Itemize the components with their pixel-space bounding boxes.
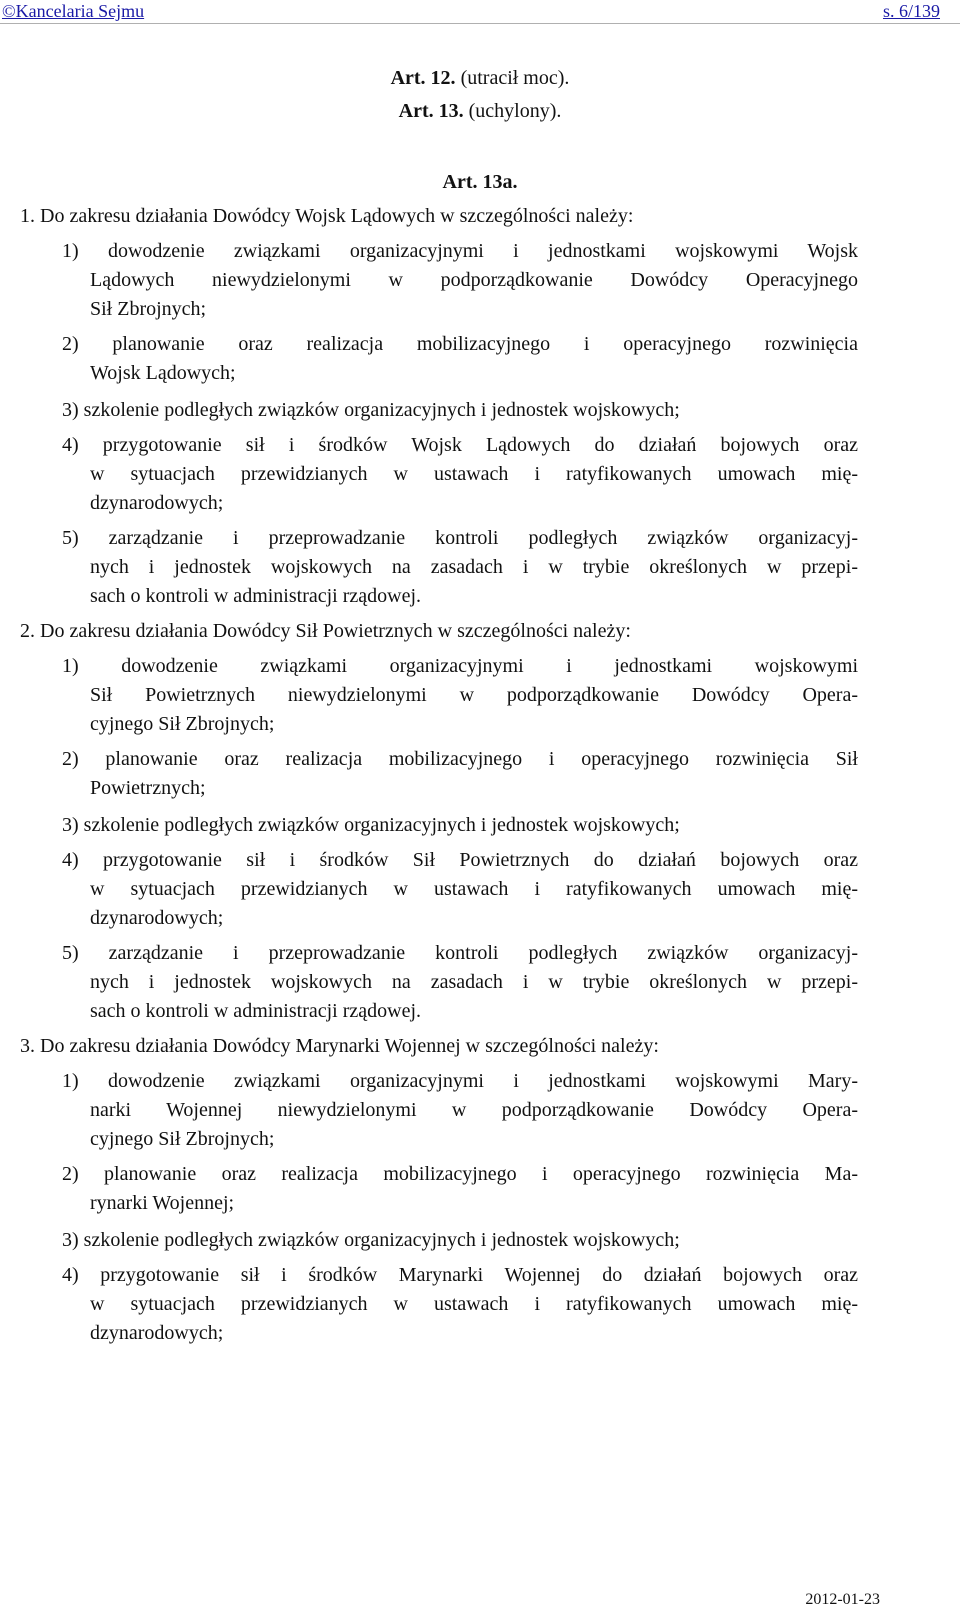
s3-item-4-line: w sytuacjach przewidzianych w ustawach i ratyfikowanych umowach mię- [90,1293,858,1315]
s2-intro [20,617,858,646]
s1-item-4 [62,431,858,518]
article-13a [0,169,960,195]
s3-item-2-line: rynarki Wojennej; [90,1192,235,1214]
s2-item-4-line: w sytuacjach przewidzianych w ustawach i ratyfikowanych umowach mię- [90,878,858,900]
s3-intro [20,1032,858,1061]
s3-item-2-line: 2) planowanie oraz realizacja mobilizacyjnego i operacyjnego rozwinięcia Ma- [62,1163,858,1185]
s3-item-3-line: 3) szkolenie podległych związków organizacyjnych i jednostek wojskowych; [62,1229,680,1251]
s1-item-1-line: Sił Zbrojnych; [90,298,207,320]
s1-item-5-line: 5) zarządzanie i przeprowadzanie kontroli podległych związków organizacyj- [62,527,858,549]
s2-item-3 [62,811,858,840]
s3-item-1-line: 1) dowodzenie związkami organizacyjnymi i jednostkami wojskowymi Mary- [62,1070,858,1092]
s2-item-2-line: Powietrznych; [90,777,206,799]
s2-item-4-line: 4) przygotowanie sił i środków Sił Powietrznych do działań bojowych oraz [62,849,858,871]
s1-item-2 [62,330,858,388]
s3-item-1 [62,1067,858,1154]
s1-item-4-line: dzynarodowych; [90,492,224,514]
s2-item-5-line: sach o kontroli w administracji rządowej. [90,1000,422,1022]
s3-item-4-line: 4) przygotowanie sił i środków Marynarki Wojennej do działań bojowych oraz [62,1264,858,1286]
s3-item-3 [62,1226,858,1255]
header-publisher [2,0,144,22]
s2-item-3-line: 3) szkolenie podległych związków organizacyjnych i jednostek wojskowych; [62,814,680,836]
publisher-link[interactable]: ©Kancelaria Sejmu [2,1,145,21]
s2-item-1-line: cyjnego Sił Zbrojnych; [90,713,275,735]
article-13-status: (uchylony). [468,100,562,122]
s1-item-4-line: 4) przygotowanie sił i środków Wojsk Lądowych do działań bojowych oraz [62,434,858,456]
s1-item-3-line: 3) szkolenie podległych związków organizacyjnych i jednostek wojskowych; [62,399,680,421]
s2-item-4-line: dzynarodowych; [90,907,224,929]
s1-intro-text: 1. Do zakresu działania Dowódcy Wojsk Lądowych w szczególności należy: [20,205,634,227]
s1-item-2-line: Wojsk Lądowych; [90,362,236,384]
s1-item-4-line: w sytuacjach przewidzianych w ustawach i ratyfikowanych umowach mię- [90,463,858,485]
s2-item-2-line: 2) planowanie oraz realizacja mobilizacyjnego i operacyjnego rozwinięcia Sił [62,748,858,770]
s1-item-5 [62,524,858,611]
article-12-number: Art. 12. [390,67,456,89]
s2-item-2 [62,745,858,803]
s2-item-1-line: Sił Powietrznych niewydzielonymi w podporządkowanie Dowódcy Opera- [90,684,858,706]
s1-item-1-line: Lądowych niewydzielonymi w podporządkowanie Dowódcy Operacyjnego [90,269,858,291]
article-12-status: (utracił moc). [460,67,570,89]
s2-intro-text: 2. Do zakresu działania Dowódcy Sił Powietrznych w szczególności należy: [20,620,631,642]
s3-item-1-line: cyjnego Sił Zbrojnych; [90,1128,275,1150]
s3-item-4 [62,1261,858,1348]
s2-item-4 [62,846,858,933]
header-page-number [883,0,940,22]
header-divider [0,23,960,24]
article-13-number: Art. 13. [398,100,464,122]
article-13a-number: Art. 13a. [442,171,518,193]
s3-item-2 [62,1160,858,1218]
s2-item-5-line: 5) zarządzanie i przeprowadzanie kontroli podległych związków organizacyj- [62,942,858,964]
s2-item-1 [62,652,858,739]
s1-item-1-line: 1) dowodzenie związkami organizacyjnymi i jednostkami wojskowymi Wojsk [62,240,858,262]
article-12 [0,65,960,91]
s1-item-5-line: sach o kontroli w administracji rządowej. [90,585,422,607]
footer-date: 2012-01-23 [805,1591,880,1608]
s2-item-1-line: 1) dowodzenie związkami organizacyjnymi i jednostkami wojskowymi [62,655,858,677]
s1-intro [20,202,858,231]
article-13 [0,98,960,124]
s2-item-5-line: nych i jednostek wojskowych na zasadach i w trybie określonych w przepi- [90,971,858,993]
s3-intro-text: 3. Do zakresu działania Dowódcy Marynarki Wojennej w szczególności należy: [20,1035,659,1057]
s3-item-4-line: dzynarodowych; [90,1322,224,1344]
s3-item-1-line: narki Wojennej niewydzielonymi w podporządkowanie Dowódcy Opera- [90,1099,858,1121]
s1-item-3 [62,396,858,425]
s2-item-5 [62,939,858,1026]
s1-item-2-line: 2) planowanie oraz realizacja mobilizacyjnego i operacyjnego rozwinięcia [62,333,858,355]
page-number-link[interactable]: s. 6/139 [882,1,940,21]
s1-item-5-line: nych i jednostek wojskowych na zasadach i w trybie określonych w przepi- [90,556,858,578]
s1-item-1 [62,237,858,324]
